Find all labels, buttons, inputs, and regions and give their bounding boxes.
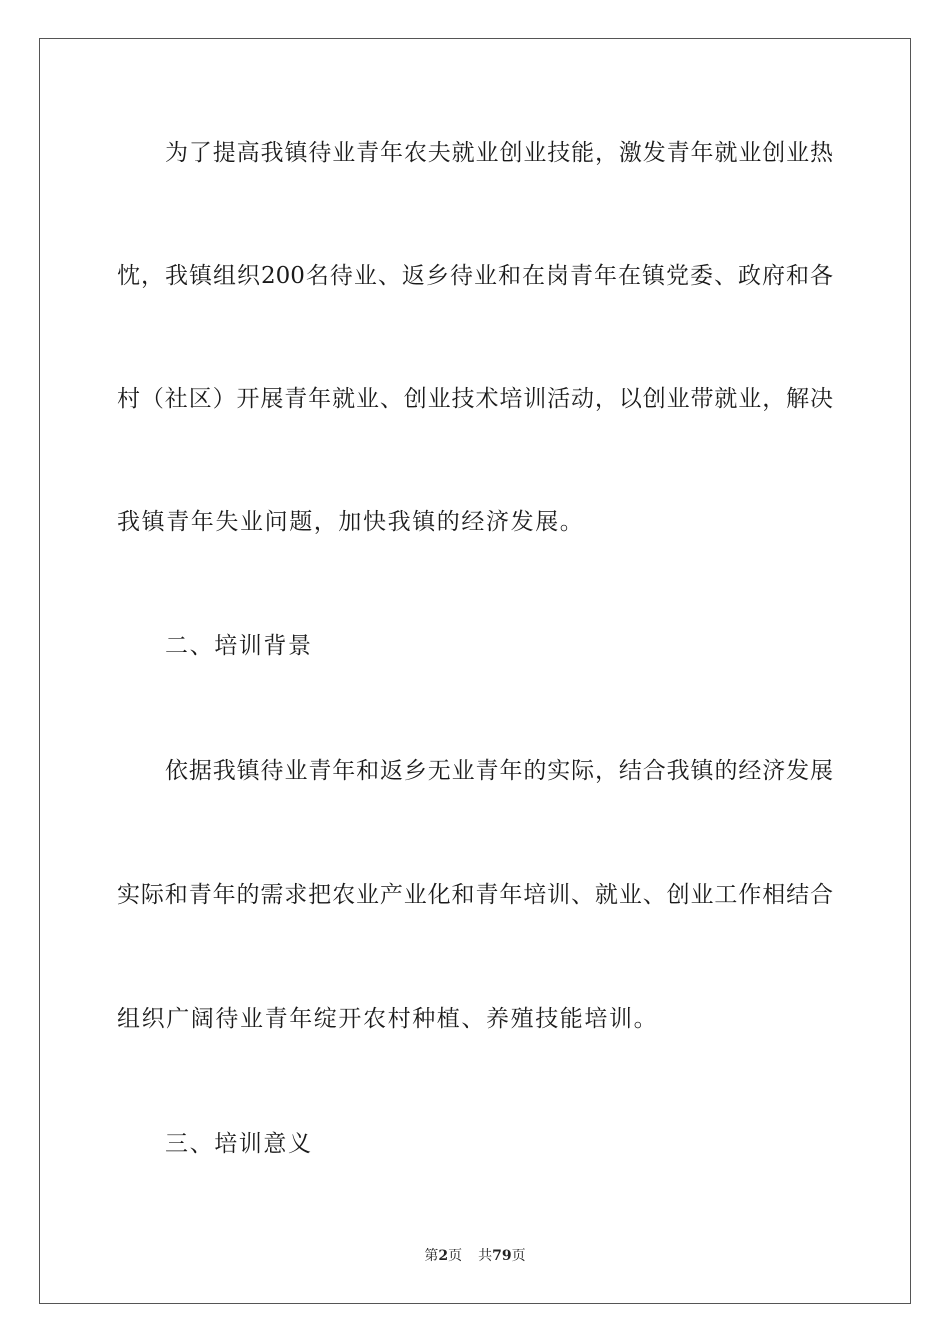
page-frame xyxy=(39,38,911,1304)
footer-page-total: 79 xyxy=(492,1248,512,1264)
footer-page-prefix: 第 xyxy=(424,1248,439,1264)
paragraph-1-line-1: 为了提高我镇待业青年农夫就业创业技能，激发青年就业创业热 xyxy=(165,140,833,166)
paragraph-1-line-4: 我镇青年失业问题，加快我镇的经济发展。 xyxy=(117,509,585,535)
page-footer xyxy=(0,1247,950,1265)
paragraph-1-line-2: 忱，我镇组织200名待业、返乡待业和在岗青年在镇党委、政府和各 xyxy=(117,263,833,289)
footer-page-suffix: 页 xyxy=(448,1248,463,1264)
footer-page-current: 2 xyxy=(438,1248,449,1264)
footer-total-prefix: 共 xyxy=(478,1248,493,1264)
section-heading-background: 二、培训背景 xyxy=(165,633,313,659)
paragraph-2-line-2: 实际和青年的需求把农业产业化和青年培训、就业、创业工作相结合 xyxy=(117,882,833,908)
paragraph-2-line-1: 依据我镇待业青年和返乡无业青年的实际，结合我镇的经济发展 xyxy=(165,758,833,784)
paragraph-2-line-3: 组织广阔待业青年绽开农村种植、养殖技能培训。 xyxy=(117,1006,659,1032)
footer-total-suffix: 页 xyxy=(511,1248,526,1264)
paragraph-1-line-3: 村（社区）开展青年就业、创业技术培训活动，以创业带就业，解决 xyxy=(117,386,833,412)
section-heading-significance: 三、培训意义 xyxy=(165,1131,313,1157)
